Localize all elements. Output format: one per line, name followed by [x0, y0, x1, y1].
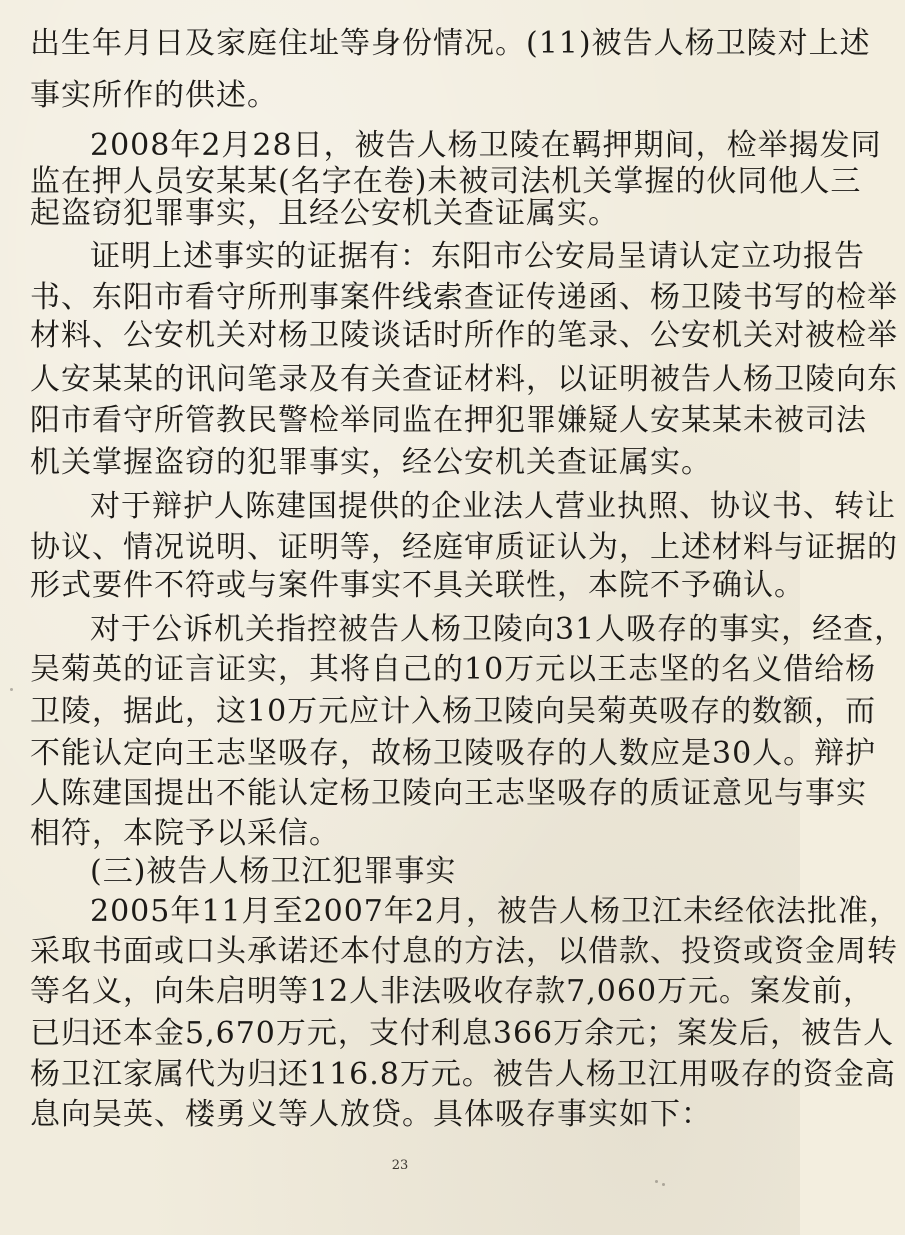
scan-speck — [655, 1180, 658, 1183]
text-line: 阳市看守所管教民警检举同监在押犯罪嫌疑人安某某未被司法 — [30, 403, 867, 438]
text-line: 事实所作的供述。 — [30, 78, 278, 113]
text-line: 材料、公安机关对杨卫陵谈话时所作的笔录、公安机关对被检举 — [30, 318, 898, 353]
text-line: 2005年11月至2007年2月，被告人杨卫江未经依法批准， — [90, 894, 900, 929]
text-line: 人安某某的讯问笔录及有关查证材料，以证明被告人杨卫陵向东 — [30, 362, 898, 397]
text-line: 起盗窃犯罪事实，且经公安机关查证属实。 — [30, 196, 619, 231]
text-line: 等名义，向朱启明等12人非法吸收存款7,060万元。案发前， — [30, 974, 875, 1009]
text-line: 吴菊英的证言证实，其将自己的10万元以王志坚的名义借给杨 — [30, 652, 877, 687]
section-heading: (三)被告人杨卫江犯罪事实 — [90, 854, 457, 889]
scan-speck — [742, 752, 745, 755]
text-line: 对于辩护人陈建国提供的企业法人营业执照、协议书、转让 — [90, 489, 896, 524]
scan-speck — [662, 1183, 665, 1186]
text-line: 相符，本院予以采信。 — [30, 816, 340, 851]
page-number: 23 — [391, 1158, 409, 1173]
text-line: 监在押人员安某某(名字在卷)未被司法机关掌握的伙同他人三 — [30, 164, 862, 199]
text-line: 2008年2月28日，被告人杨卫陵在羁押期间，检举揭发同 — [90, 128, 882, 163]
text-line: 书、东阳市看守所刑事案件线索查证传递函、杨卫陵书写的检举 — [30, 280, 898, 315]
text-line: 采取书面或口头承诺还本付息的方法，以借款、投资或资金周转 — [30, 934, 898, 969]
text-line: 协议、情况说明、证明等，经庭审质证认为，上述材料与证据的 — [30, 530, 898, 565]
text-line: 对于公诉机关指控被告人杨卫陵向31人吸存的事实，经查， — [90, 612, 905, 647]
text-line: 形式要件不符或与案件事实不具关联性，本院不予确认。 — [30, 568, 805, 603]
text-line: 卫陵，据此，这10万元应计入杨卫陵向吴菊英吸存的数额，而 — [30, 694, 877, 729]
text-line: 杨卫江家属代为归还116.8万元。被告人杨卫江用吸存的资金高 — [30, 1057, 896, 1092]
text-line: 已归还本金5,670万元，支付利息366万余元；案发后，被告人 — [30, 1016, 895, 1051]
text-line: 不能认定向王志坚吸存，故杨卫陵吸存的人数应是30人。辩护 — [30, 736, 877, 771]
text-line: 人陈建国提出不能认定杨卫陵向王志坚吸存的质证意见与事实 — [30, 776, 867, 811]
text-line: 息向吴英、楼勇义等人放贷。具体吸存事实如下： — [30, 1097, 712, 1132]
text-line: 证明上述事实的证据有：东阳市公安局呈请认定立功报告 — [90, 239, 865, 274]
scan-speck — [10, 688, 13, 691]
text-line: 机关掌握盗窃的犯罪事实，经公安机关查证属实。 — [30, 445, 712, 480]
text-line: 出生年月日及家庭住址等身份情况。(11)被告人杨卫陵对上述 — [30, 26, 871, 61]
